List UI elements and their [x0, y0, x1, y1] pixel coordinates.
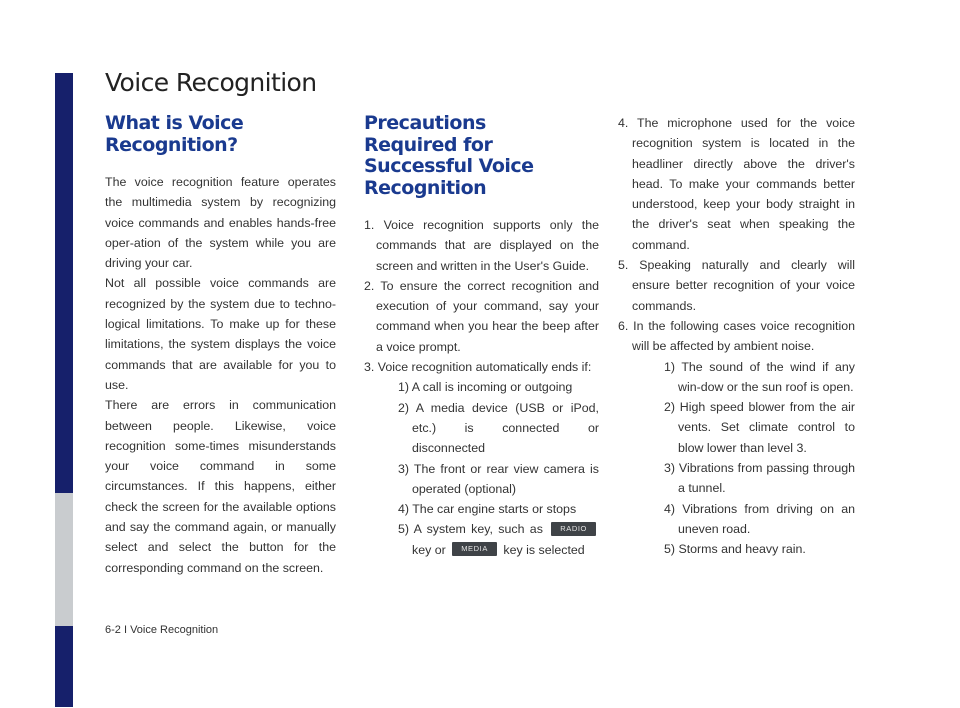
list-item-text: The microphone used for the voice recognition system is located in the headliner directly above the driver's head. To make your commands better understood, keep your body straight in the driver's seat when speaking the command.	[632, 116, 856, 252]
column-middle	[364, 113, 599, 560]
section-heading-precautions: Precautions Required for Successful Voice Recognition	[364, 112, 534, 199]
list-item	[364, 357, 599, 560]
media-key-badge: MEDIA	[452, 542, 497, 556]
column-right	[618, 113, 855, 560]
page-title: Voice Recognition	[105, 68, 317, 97]
radio-key-badge: RADIO	[551, 522, 596, 536]
list-item	[618, 113, 855, 255]
list-item-text: Voice recognition automatically ends if:	[377, 360, 592, 375]
sub-item-text: 5) A system key, such as	[398, 522, 543, 537]
list-item-number: 3.	[364, 360, 375, 375]
sub-list-item: 3) Vibrations from passing through a tunnel.	[664, 461, 855, 496]
sub-list-item: 4) Vibrations from driving on an uneven road.	[664, 501, 855, 536]
sub-list-item: 5) Storms and heavy rain.	[664, 542, 806, 557]
list-item	[618, 316, 855, 560]
list-item-number: 5.	[618, 258, 629, 273]
list-item-number: 2.	[364, 278, 375, 293]
list-item-text: In the following cases voice recognition will be affected by ambient noise.	[632, 318, 855, 354]
paragraph: The voice recognition feature operates the multimedia system by recognizing voice commands and enables hands-free oper-ation of the system while you are driving your car.	[105, 175, 336, 271]
precautions-list	[364, 215, 599, 560]
sub-list	[376, 377, 599, 560]
list-item-number: 6.	[618, 318, 629, 333]
sidebar-segment-current-chapter	[55, 493, 73, 626]
sidebar-segment-top	[55, 73, 73, 493]
sidebar-segment-bottom	[55, 626, 73, 707]
list-item-text: To ensure the correct recognition and execution of your command, say your command when you hear the beep after a voice prompt.	[376, 278, 599, 354]
list-item-number: 4.	[618, 116, 629, 130]
sub-list-item	[398, 519, 599, 560]
sub-item-text: key is selected	[503, 542, 585, 557]
list-item	[364, 215, 599, 276]
paragraph: There are errors in communication between people. Likewise, voice recognition some-times misunderstands your voice command in some circumstances. If this happens, either check the screen for the available options and say the command again, or manually select and select the button for the corresponding command on the screen.	[105, 398, 336, 575]
paragraph: Not all possible voice commands are recognized by the system due to techno-logical limitations. To make up for these limitations, the system displays the voice commands that are available for you to use.	[105, 276, 336, 392]
sub-list-item: 2) A media device (USB or iPod, etc.) is connected or disconnected	[398, 400, 599, 456]
sub-list-item: 1) A call is incoming or outgoing	[398, 380, 573, 395]
page-footer: 6-2 I Voice Recognition	[105, 624, 219, 636]
list-item-text: Voice recognition supports only the commands that are displayed on the screen and written in the User's Guide.	[376, 218, 599, 273]
sub-list-item: 2) High speed blower from the air vents. Set climate control to blow lower than level 3.	[664, 400, 855, 455]
sub-item-text: key or	[412, 542, 446, 557]
sub-list	[632, 357, 855, 560]
chapter-sidebar-bar	[55, 73, 73, 634]
list-item-text: Speaking naturally and clearly will ensure better recognition of your voice commands.	[632, 258, 855, 313]
list-item	[364, 276, 599, 357]
list-item-number: 1.	[364, 218, 375, 232]
sub-list-item: 1) The sound of the wind if any win-dow or the sun roof is open.	[664, 359, 855, 394]
sub-list-item: 4) The car engine starts or stops	[398, 502, 577, 517]
sub-list-item: 3) The front or rear view camera is operated (optional)	[398, 461, 599, 496]
column-left	[105, 113, 336, 578]
list-item	[618, 255, 855, 316]
section-heading-what: What is Voice Recognition?	[105, 112, 244, 156]
precautions-list-continued	[618, 113, 855, 560]
